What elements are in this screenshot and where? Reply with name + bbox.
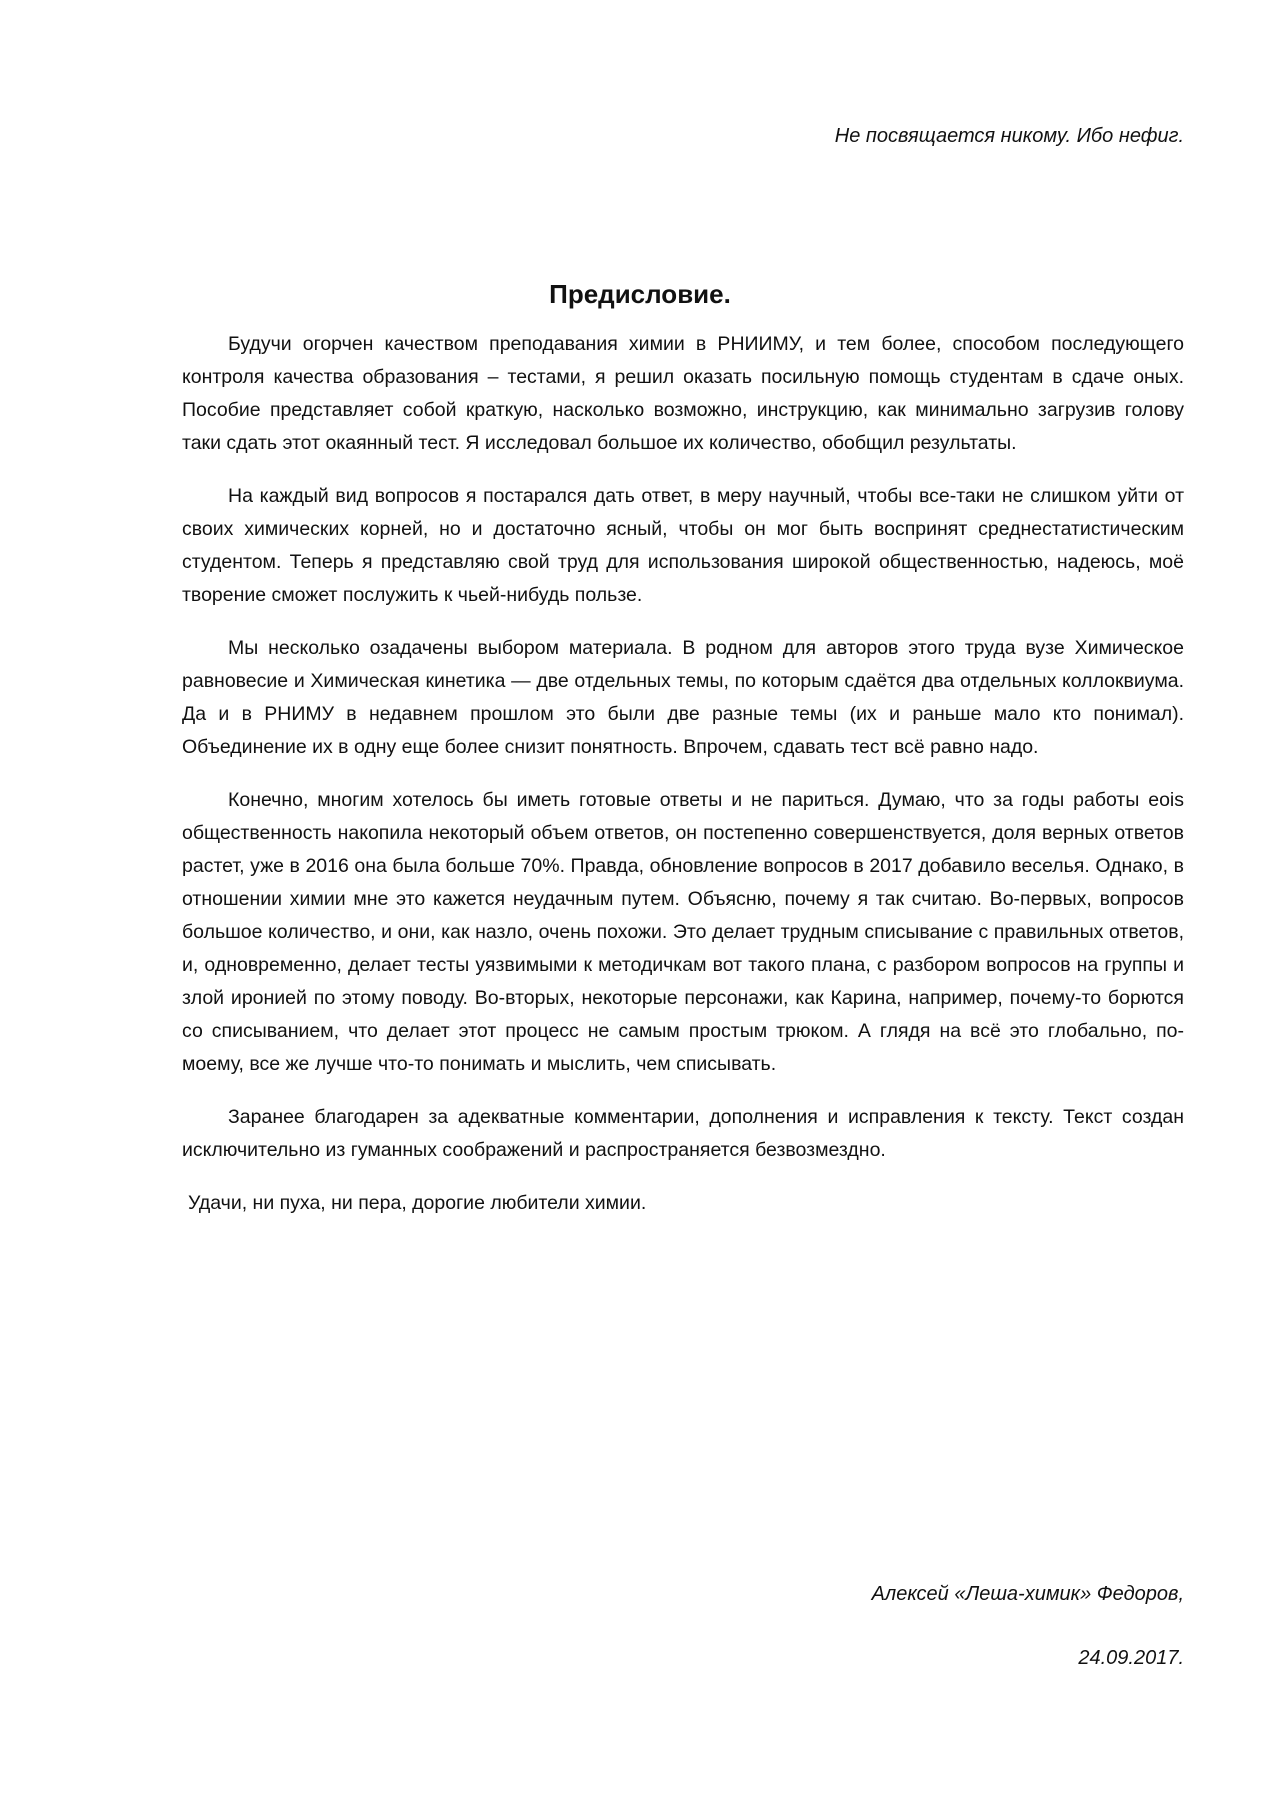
paragraph-5: Заранее благодарен за адекватные комментарии, дополнения и исправления к тексту. Текст создан исключительно из гуманных соображений и распространяется безвозмездно. bbox=[182, 1106, 1184, 1161]
signature-date: 24.09.2017. bbox=[1078, 1647, 1184, 1669]
closing-line: Удачи, ни пуха, ни пера, дорогие любители химии. bbox=[188, 1192, 647, 1214]
paragraph-1: Будучи огорчен качеством преподавания химии в РНИИМУ, и тем более, способом последующего контроля качества образования – тестами, я решил оказать посильную помощь студентам в сдаче оных. Пособие представляет собой краткую, насколько возможно, инструкцию, как минимально загрузив голову таки сдать этот окаянный тест. Я исследовал большое их количество, обобщил результаты. bbox=[182, 333, 1184, 454]
paragraph-4: Конечно, многим хотелось бы иметь готовые ответы и не париться. Думаю, что за годы работы eois общественность накопила некоторый объем ответов, он постепенно совершенствуется, доля верных ответов растет, уже в 2016 она была больше 70%. Правда, обновление вопросов в 2017 добавило веселья. Однако, в отношении химии мне это кажется неудачным путем. Объясню, почему я так считаю. Во-первых, вопросов большое количество, и они, как назло, очень похожи. Это делает трудным списывание с правильных ответов, и, одновременно, делает тесты уязвимыми к методичкам вот такого плана, с разбором вопросов на группы и злой иронией по этому поводу. Во-вторых, некоторые персонажи, как Карина, например, почему-то борются со списыванием, что делает этот процесс не самым простым трюком. А глядя на всё это глобально, по-моему, все же лучше что-то понимать и мыслить, чем списывать. bbox=[182, 789, 1184, 1075]
preface-body bbox=[182, 328, 1184, 1240]
dedication-epigraph: Не посвящается никому. Ибо нефиг. bbox=[834, 125, 1184, 147]
page-title: Предисловие. bbox=[549, 279, 731, 310]
signature-name: Алексей «Леша-химик» Федоров, bbox=[871, 1583, 1184, 1605]
paragraph-3: Мы несколько озадачены выбором материала. В родном для авторов этого труда вузе Химическое равновесие и Химическая кинетика — две отдельных темы, по которым сдаётся два отдельных коллоквиума. Да и в РНИМУ в недавнем прошлом это были две разные темы (их и раньше мало кто понимал). Объединение их в одну еще более снизит понятность. Впрочем, сдавать тест всё равно надо. bbox=[182, 637, 1184, 758]
paragraph-2: На каждый вид вопросов я постарался дать ответ, в меру научный, чтобы все-таки не слишком уйти от своих химических корней, но и достаточно ясный, чтобы он мог быть воспринят среднестатистическим студентом. Теперь я представляю свой труд для использования широкой общественностью, надеюсь, моё творение сможет послужить к чьей-нибудь пользе. bbox=[182, 485, 1184, 606]
